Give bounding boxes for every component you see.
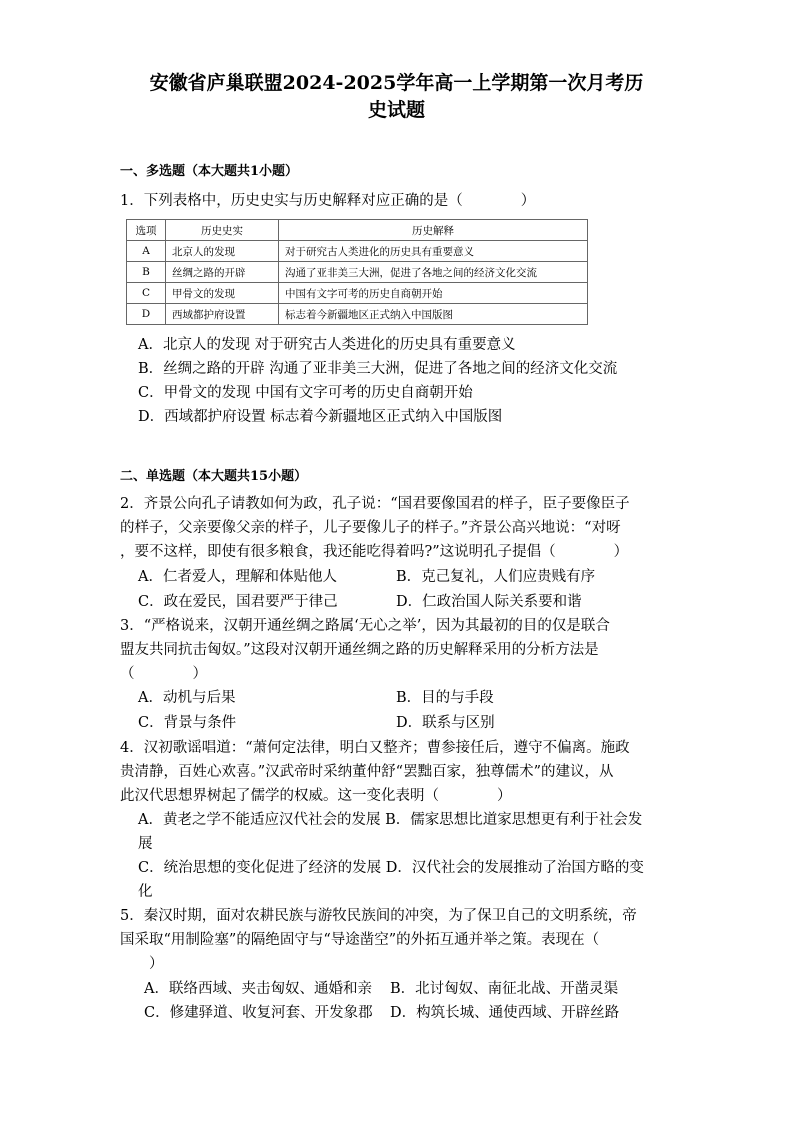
question-1-option-b: B．丝绸之路的开辟 沟通了亚非美三大洲，促进了各地之间的经济文化交流 <box>138 361 618 377</box>
table-cell: A <box>127 241 166 262</box>
table-cell: 标志着今新疆地区正式纳入中国版图 <box>279 304 588 325</box>
question-2-stem-line: 的样子，父亲要像父亲的样子，儿子要像儿子的样子。”齐景公高兴地说：“对呀 <box>120 520 621 536</box>
table-cell: 丝绸之路的开辟 <box>166 262 279 283</box>
question-1-stem: 1．下列表格中，历史史实与历史解释对应正确的是（ ） <box>120 193 536 209</box>
question-5-stem-line: 5．秦汉时期，面对农耕民族与游牧民族间的冲突，为了保卫自己的文明系统，帝 <box>120 908 637 924</box>
table-cell: 对于研究古人类进化的历史具有重要意义 <box>279 241 588 262</box>
table-cell: B <box>127 262 166 283</box>
table-cell: 甲骨文的发现 <box>166 283 279 304</box>
table-header-cell: 选项 <box>127 220 166 241</box>
table-cell: 北京人的发现 <box>166 241 279 262</box>
question-3-option-a: A．动机与后果 <box>138 690 236 706</box>
question-5-option-d: D．构筑长城、通使西域、开辟丝路 <box>390 1005 620 1021</box>
question-5-option-a: A．联络西域、夹击匈奴、通婚和亲 <box>144 981 372 997</box>
question-4-options-cd: C．统治思想的变化促进了经济的发展 D．汉代社会的发展推动了治国方略的变 <box>138 860 644 876</box>
question-4-stem-line: 此汉代思想界树起了儒学的权威。这一变化表明（ ） <box>120 788 512 804</box>
section-heading-single-choice: 二、单选题（本大题共15小题） <box>120 469 308 484</box>
question-1-option-d: D．西域都护府设置 标志着今新疆地区正式纳入中国版图 <box>138 409 503 425</box>
table-row <box>127 241 588 262</box>
question-3-stem-line: 盟友共同抗击匈奴。”这段对汉朝开通丝绸之路的历史解释采用的分析方法是 <box>120 642 599 658</box>
table-header-cell: 历史解释 <box>279 220 588 241</box>
question-5-stem-line: 国采取“用制险塞”的隔绝固守与“导途凿空”的外拓互通并举之策。表现在（ <box>120 932 600 948</box>
table-cell: D <box>127 304 166 325</box>
table-cell: 沟通了亚非美三大洲，促进了各地之间的经济文化交流 <box>279 262 588 283</box>
document-title-line-1: 安徽省庐巢联盟2024-2025学年高一上学期第一次月考历 <box>149 72 644 94</box>
question-3-option-d: D．联系与区别 <box>396 715 495 731</box>
question-3-stem-line: （ ） <box>120 666 207 682</box>
table-row <box>127 262 588 283</box>
question-4-stem-line: 贵清静，百姓心欢喜。”汉武帝时采纳董仲舒“罢黜百家，独尊儒术”的建议，从 <box>120 764 614 780</box>
question-2-option-d: D．仁政治国人际关系要和谐 <box>396 594 582 610</box>
table-header-cell: 历史史实 <box>166 220 279 241</box>
table-row <box>127 304 588 325</box>
section-heading-multiple-choice: 一、多选题（本大题共1小题） <box>120 164 299 179</box>
question-4-options-ab-wrap: 展 <box>138 836 153 852</box>
question-5-option-c: C．修建驿道、收复河套、开发象郡 <box>144 1005 373 1021</box>
document-title-line-2: 史试题 <box>367 99 425 121</box>
question-2-stem-line: 2．齐景公向孔子请教如何为政，孔子说：“国君要像国君的样子，臣子要像臣子 <box>120 496 630 512</box>
question-4-options-ab: A．黄老之学不能适应汉代社会的发展 B．儒家思想比道家思想更有利于社会发 <box>138 812 643 828</box>
table-header-row <box>127 220 588 241</box>
question-1-table <box>126 219 588 325</box>
table-cell: 中国有文字可考的历史自商朝开始 <box>279 283 588 304</box>
question-3-option-c: C．背景与条件 <box>138 715 237 731</box>
table-row <box>127 283 588 304</box>
question-4-stem-line: 4．汉初歌谣唱道：“萧何定法律，明白又整齐；曹参接任后，遵守不偏离。施政 <box>120 740 630 756</box>
table-cell: 西域都护府设置 <box>166 304 279 325</box>
question-1-option-c: C．甲骨文的发现 中国有文字可考的历史自商朝开始 <box>138 385 473 401</box>
question-3-stem-line: 3．“严格说来，汉朝开通丝绸之路属‘无心之举’，因为其最初的目的仅是联合 <box>120 618 610 634</box>
question-2-option-b: B．克己复礼，人们应贵贱有序 <box>396 569 596 585</box>
question-5-stem-line: ） <box>120 956 164 972</box>
question-4-options-cd-wrap: 化 <box>138 884 153 900</box>
question-5-option-b: B．北讨匈奴、南征北战、开凿灵渠 <box>390 981 619 997</box>
question-2-option-c: C．政在爱民，国君要严于律己 <box>138 594 338 610</box>
question-1-option-a: A．北京人的发现 对于研究古人类进化的历史具有重要意义 <box>138 337 516 353</box>
question-2-option-a: A．仁者爱人，理解和体贴他人 <box>138 569 337 585</box>
question-2-stem-line: ，要不这样，即使有很多粮食，我还能吃得着吗?”这说明孔子提倡（ ） <box>120 544 629 560</box>
table-cell: C <box>127 283 166 304</box>
question-3-option-b: B．目的与手段 <box>396 690 494 706</box>
